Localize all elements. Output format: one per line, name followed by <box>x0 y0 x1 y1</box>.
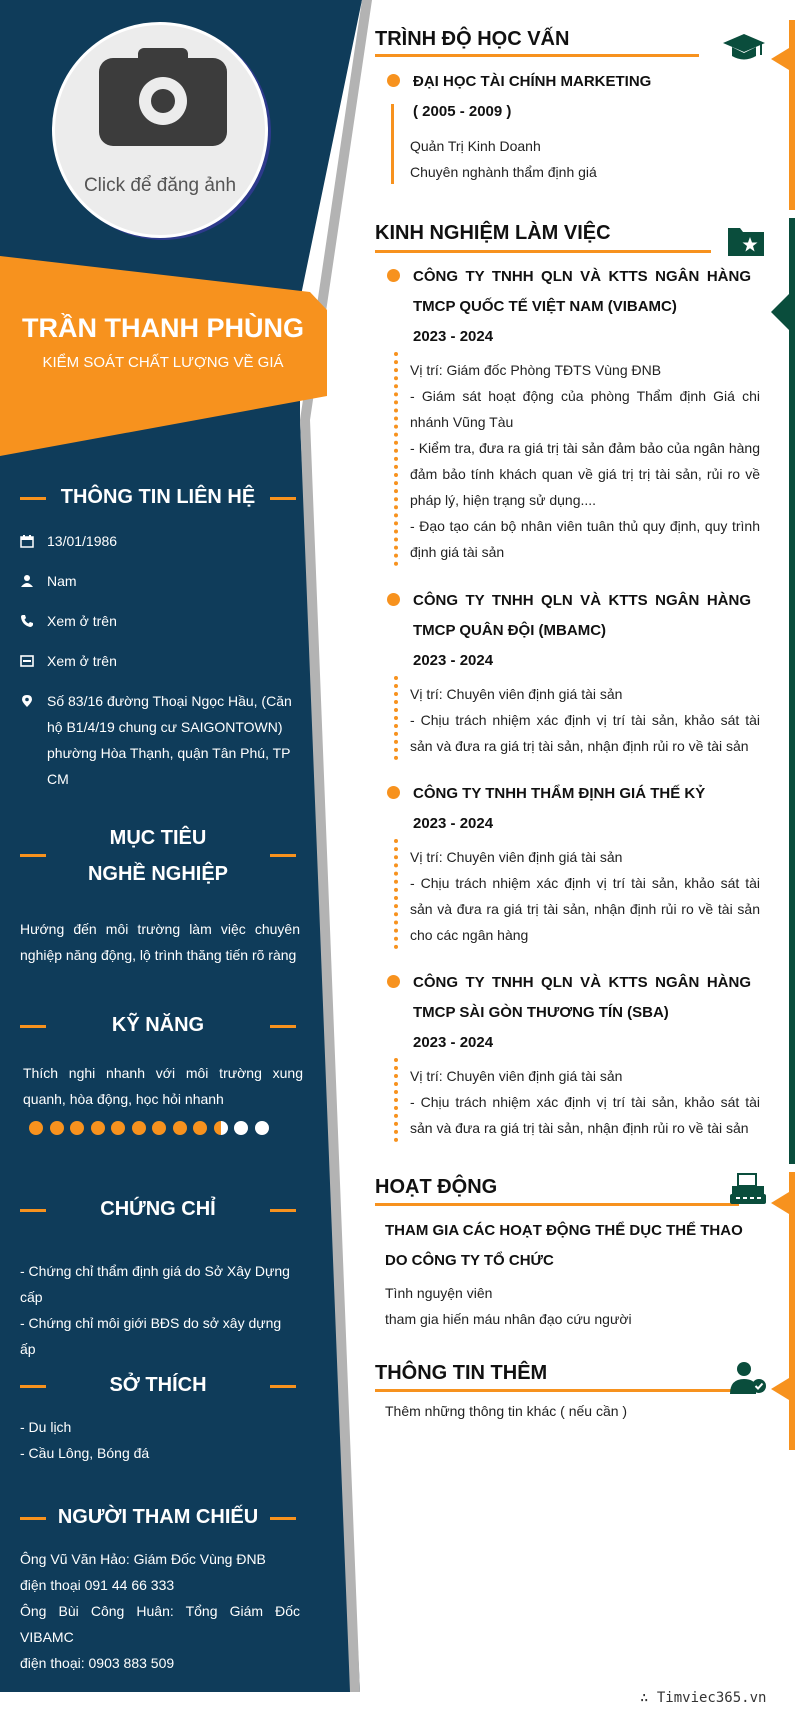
education-detail: Chuyên nghành thẩm định giá <box>410 164 597 180</box>
heading-underline <box>375 1203 739 1206</box>
experience-heading: KINH NGHIỆM LÀM VIỆC <box>375 222 611 244</box>
job-company: CÔNG TY TNHH THẨM ĐỊNH GIÁ THẾ KỶ <box>413 785 706 802</box>
contact-phone <box>20 608 310 634</box>
references-list <box>20 1546 300 1676</box>
job-detail: Vị trí: Giám đốc Phòng TĐTS Vùng ĐNB <box>410 362 662 378</box>
job-details <box>410 681 760 759</box>
education-detail: Quản Trị Kinh Doanh <box>410 138 541 154</box>
job-period: 2023 - 2024 <box>413 328 494 345</box>
objective-heading-text: MỤC TIÊU NGHỀ NGHIỆP <box>87 827 229 885</box>
skill-rating-dot <box>70 1121 84 1135</box>
additional-heading: THÔNG TIN THÊM <box>375 1362 548 1384</box>
heading-underline <box>375 250 711 253</box>
education-heading: TRÌNH ĐỘ HỌC VẤN <box>375 28 570 50</box>
timeline-bullet <box>387 975 400 988</box>
job-detail: - Chịu trách nhiệm xác định vị trí tài sản, khảo sát tài sản và đưa ra giá trị tài sản, nhận định rủi ro về tài sản cho các ngân hàng <box>410 875 760 943</box>
job-period: 2023 - 2024 <box>413 815 494 832</box>
additional-text: Thêm những thông tin khác ( nếu cần ) <box>385 1403 628 1419</box>
job-details <box>410 844 760 948</box>
skill-rating-dot <box>255 1121 269 1135</box>
side-accent-arrow <box>771 1192 789 1214</box>
side-accent-bar <box>789 1172 795 1450</box>
job-detail: Vị trí: Chuyên viên định giá tài sản <box>410 686 623 702</box>
job-detail: Vị trí: Chuyên viên định giá tài sản <box>410 849 623 865</box>
skill-rating-dot <box>152 1121 166 1135</box>
side-accent-arrow <box>771 1378 789 1400</box>
map-pin-icon <box>20 694 34 708</box>
heading-bar <box>270 1517 296 1520</box>
heading-bar <box>20 1385 46 1388</box>
contact-birthday <box>20 528 310 554</box>
skill-rating-dot <box>173 1121 187 1135</box>
activities-heading: HOẠT ĐỘNG <box>375 1176 498 1198</box>
side-accent-bar <box>789 20 795 210</box>
side-accent-bar <box>789 218 795 1164</box>
skill-rating-dot <box>193 1121 207 1135</box>
timeline-dotted-line <box>394 839 398 949</box>
heading-bar <box>270 1025 296 1028</box>
brand-watermark: ∴ Timviec365.vn <box>640 1690 767 1706</box>
job-company: CÔNG TY TNHH QLN VÀ KTTS NGÂN HÀNG TMCP QUỐC TẾ VIỆT NAM (VIBAMC) <box>413 268 751 315</box>
job-detail: - Giám sát hoạt động của phòng Thẩm định Giá chi nhánh Vũng Tàu <box>410 388 760 430</box>
hobby-item: - Cầu Lông, Bóng đá <box>20 1445 150 1461</box>
activity-detail: Tình nguyện viên <box>385 1285 493 1301</box>
contact-address <box>20 688 310 792</box>
camera-icon-lens-inner <box>151 89 175 113</box>
user-check-icon <box>728 1360 772 1396</box>
skill-rating-dot <box>132 1121 146 1135</box>
contact-heading-text: THÔNG TIN LIÊN HỆ <box>60 486 256 508</box>
objective-text: Hướng đến môi trường làm việc chuyên nghiệp năng động, lộ trình thăng tiến rõ ràng <box>20 921 300 963</box>
typewriter-icon <box>728 1172 772 1208</box>
skills-heading <box>20 1008 296 1043</box>
job-detail: - Kiểm tra, đưa ra giá trị tài sản đảm bảo của ngân hàng đảm bảo tính khách quan về giá trị trị tài sản, rủi ro về pháp lý, hiện trạng sử dụng.... <box>410 440 760 508</box>
timeline-line <box>391 104 394 184</box>
timeline-bullet <box>387 593 400 606</box>
birthday-value: 13/01/1986 <box>47 533 118 549</box>
phone-value: Xem ở trên <box>47 613 117 629</box>
reference-line: điện thoại 091 44 66 333 <box>20 1577 175 1593</box>
timeline-bullet <box>387 269 400 282</box>
certificates-heading-text: CHỨNG CHỈ <box>100 1198 216 1220</box>
references-heading <box>20 1500 296 1535</box>
activity-detail: tham gia hiến máu nhân đạo cứu người <box>385 1311 632 1327</box>
job-details <box>410 1063 760 1141</box>
heading-bar <box>20 1025 46 1028</box>
skill-rating <box>29 1121 275 1137</box>
certificate-item: - Chứng chỉ môi giới BĐS do sở xây dựng ấp <box>20 1315 282 1357</box>
hobbies-list <box>20 1414 300 1466</box>
folder-star-icon <box>726 222 770 258</box>
job-details <box>410 357 760 565</box>
skill-rating-dot <box>214 1121 228 1135</box>
job-detail: - Đạo tạo cán bộ nhân viên tuân thủ quy định, quy trình định giá tài sản <box>410 518 760 560</box>
phone-icon <box>20 614 34 628</box>
hobbies-heading-text: SỞ THÍCH <box>109 1374 207 1396</box>
activity-details <box>385 1280 760 1332</box>
reference-line: điện thoại: 0903 883 509 <box>20 1655 175 1671</box>
certificates-heading <box>20 1192 296 1227</box>
user-icon <box>20 574 34 588</box>
heading-bar <box>20 1517 46 1520</box>
hobbies-heading <box>20 1368 296 1403</box>
objective-heading <box>20 820 296 892</box>
activity-title: THAM GIA CÁC HOẠT ĐỘNG THỂ DỤC THỂ THAO DO CÔNG TY TỔ CHỨC <box>385 1222 743 1269</box>
profile-photo-upload[interactable] <box>52 22 268 238</box>
envelope-icon <box>20 654 34 668</box>
photo-upload-label: Click để đăng ảnh <box>83 175 237 196</box>
email-value: Xem ở trên <box>47 653 117 669</box>
job-detail: Vị trí: Chuyên viên định giá tài sản <box>410 1068 623 1084</box>
heading-bar <box>270 497 296 500</box>
education-school: ĐẠI HỌC TÀI CHÍNH MARKETING <box>413 73 652 90</box>
contact-heading <box>20 480 296 515</box>
references-heading-text: NGƯỜI THAM CHIẾU <box>57 1506 259 1528</box>
timeline-dotted-line <box>394 352 398 566</box>
reference-line: Ông Vũ Văn Hảo: Giám Đốc Vùng ĐNB <box>20 1551 266 1567</box>
skill-rating-dot <box>234 1121 248 1135</box>
education-details <box>410 133 760 185</box>
job-period: 2023 - 2024 <box>413 652 494 669</box>
graduation-cap-icon <box>722 30 766 66</box>
calendar-icon <box>20 534 34 548</box>
heading-bar <box>20 854 46 857</box>
heading-bar <box>270 854 296 857</box>
job-company: CÔNG TY TNHH QLN VÀ KTTS NGÂN HÀNG TMCP SÀI GÒN THƯƠNG TÍN (SBA) <box>413 974 751 1021</box>
address-value: Số 83/16 đường Thoại Ngọc Hầu, (Căn hộ B1/4/19 chung cư SAIGONTOWN) phường Hòa Thạnh, quận Tân Phú, TP CM <box>47 693 292 787</box>
heading-bar <box>270 1385 296 1388</box>
side-accent-arrow <box>771 48 789 70</box>
certificates-list <box>20 1258 300 1362</box>
heading-bar <box>270 1209 296 1212</box>
gender-value: Nam <box>47 573 77 589</box>
heading-bar <box>20 1209 46 1212</box>
job-detail: - Chịu trách nhiệm xác định vị trí tài sản, khảo sát tài sản và đưa ra giá trị tài sản, nhận định rủi ro về tài sản <box>410 712 760 754</box>
skills-text: Thích nghi nhanh với môi trường xung quanh, hòa động, học hỏi nhanh <box>23 1065 303 1107</box>
full-name: TRẦN THANH PHÙNG <box>22 313 304 343</box>
heading-bar <box>20 497 46 500</box>
heading-underline <box>375 1389 739 1392</box>
reference-line: Ông Bùi Công Huân: Tổng Giám Đốc VIBAMC <box>20 1603 300 1645</box>
skill-rating-dot <box>29 1121 43 1135</box>
certificate-item: - Chứng chỉ thẩm định giá do Sở Xây Dựng cấp <box>20 1263 290 1305</box>
job-title: KIỂM SOÁT CHẤT LƯỢNG VỀ GIÁ <box>42 354 284 371</box>
job-detail: - Chịu trách nhiệm xác định vị trí tài sản, khảo sát tài sản và đưa ra giá trị tài sản, nhận định rủi ro về tài sản <box>410 1094 760 1136</box>
contact-gender <box>20 568 310 594</box>
education-period: ( 2005 - 2009 ) <box>413 103 512 120</box>
hobby-item: - Du lịch <box>20 1419 72 1435</box>
contact-email <box>20 648 310 674</box>
timeline-dotted-line <box>394 1058 398 1142</box>
side-accent-arrow <box>771 292 791 332</box>
skills-heading-text: KỸ NĂNG <box>111 1014 205 1036</box>
skill-rating-dot <box>50 1121 64 1135</box>
job-company: CÔNG TY TNHH QLN VÀ KTTS NGÂN HÀNG TMCP QUÂN ĐỘI (MBAMC) <box>413 592 751 639</box>
skill-rating-dot <box>91 1121 105 1135</box>
timeline-bullet <box>387 786 400 799</box>
heading-underline <box>375 54 699 57</box>
timeline-dotted-line <box>394 676 398 760</box>
skill-rating-dot <box>111 1121 125 1135</box>
timeline-bullet <box>387 74 400 87</box>
job-period: 2023 - 2024 <box>413 1034 494 1051</box>
